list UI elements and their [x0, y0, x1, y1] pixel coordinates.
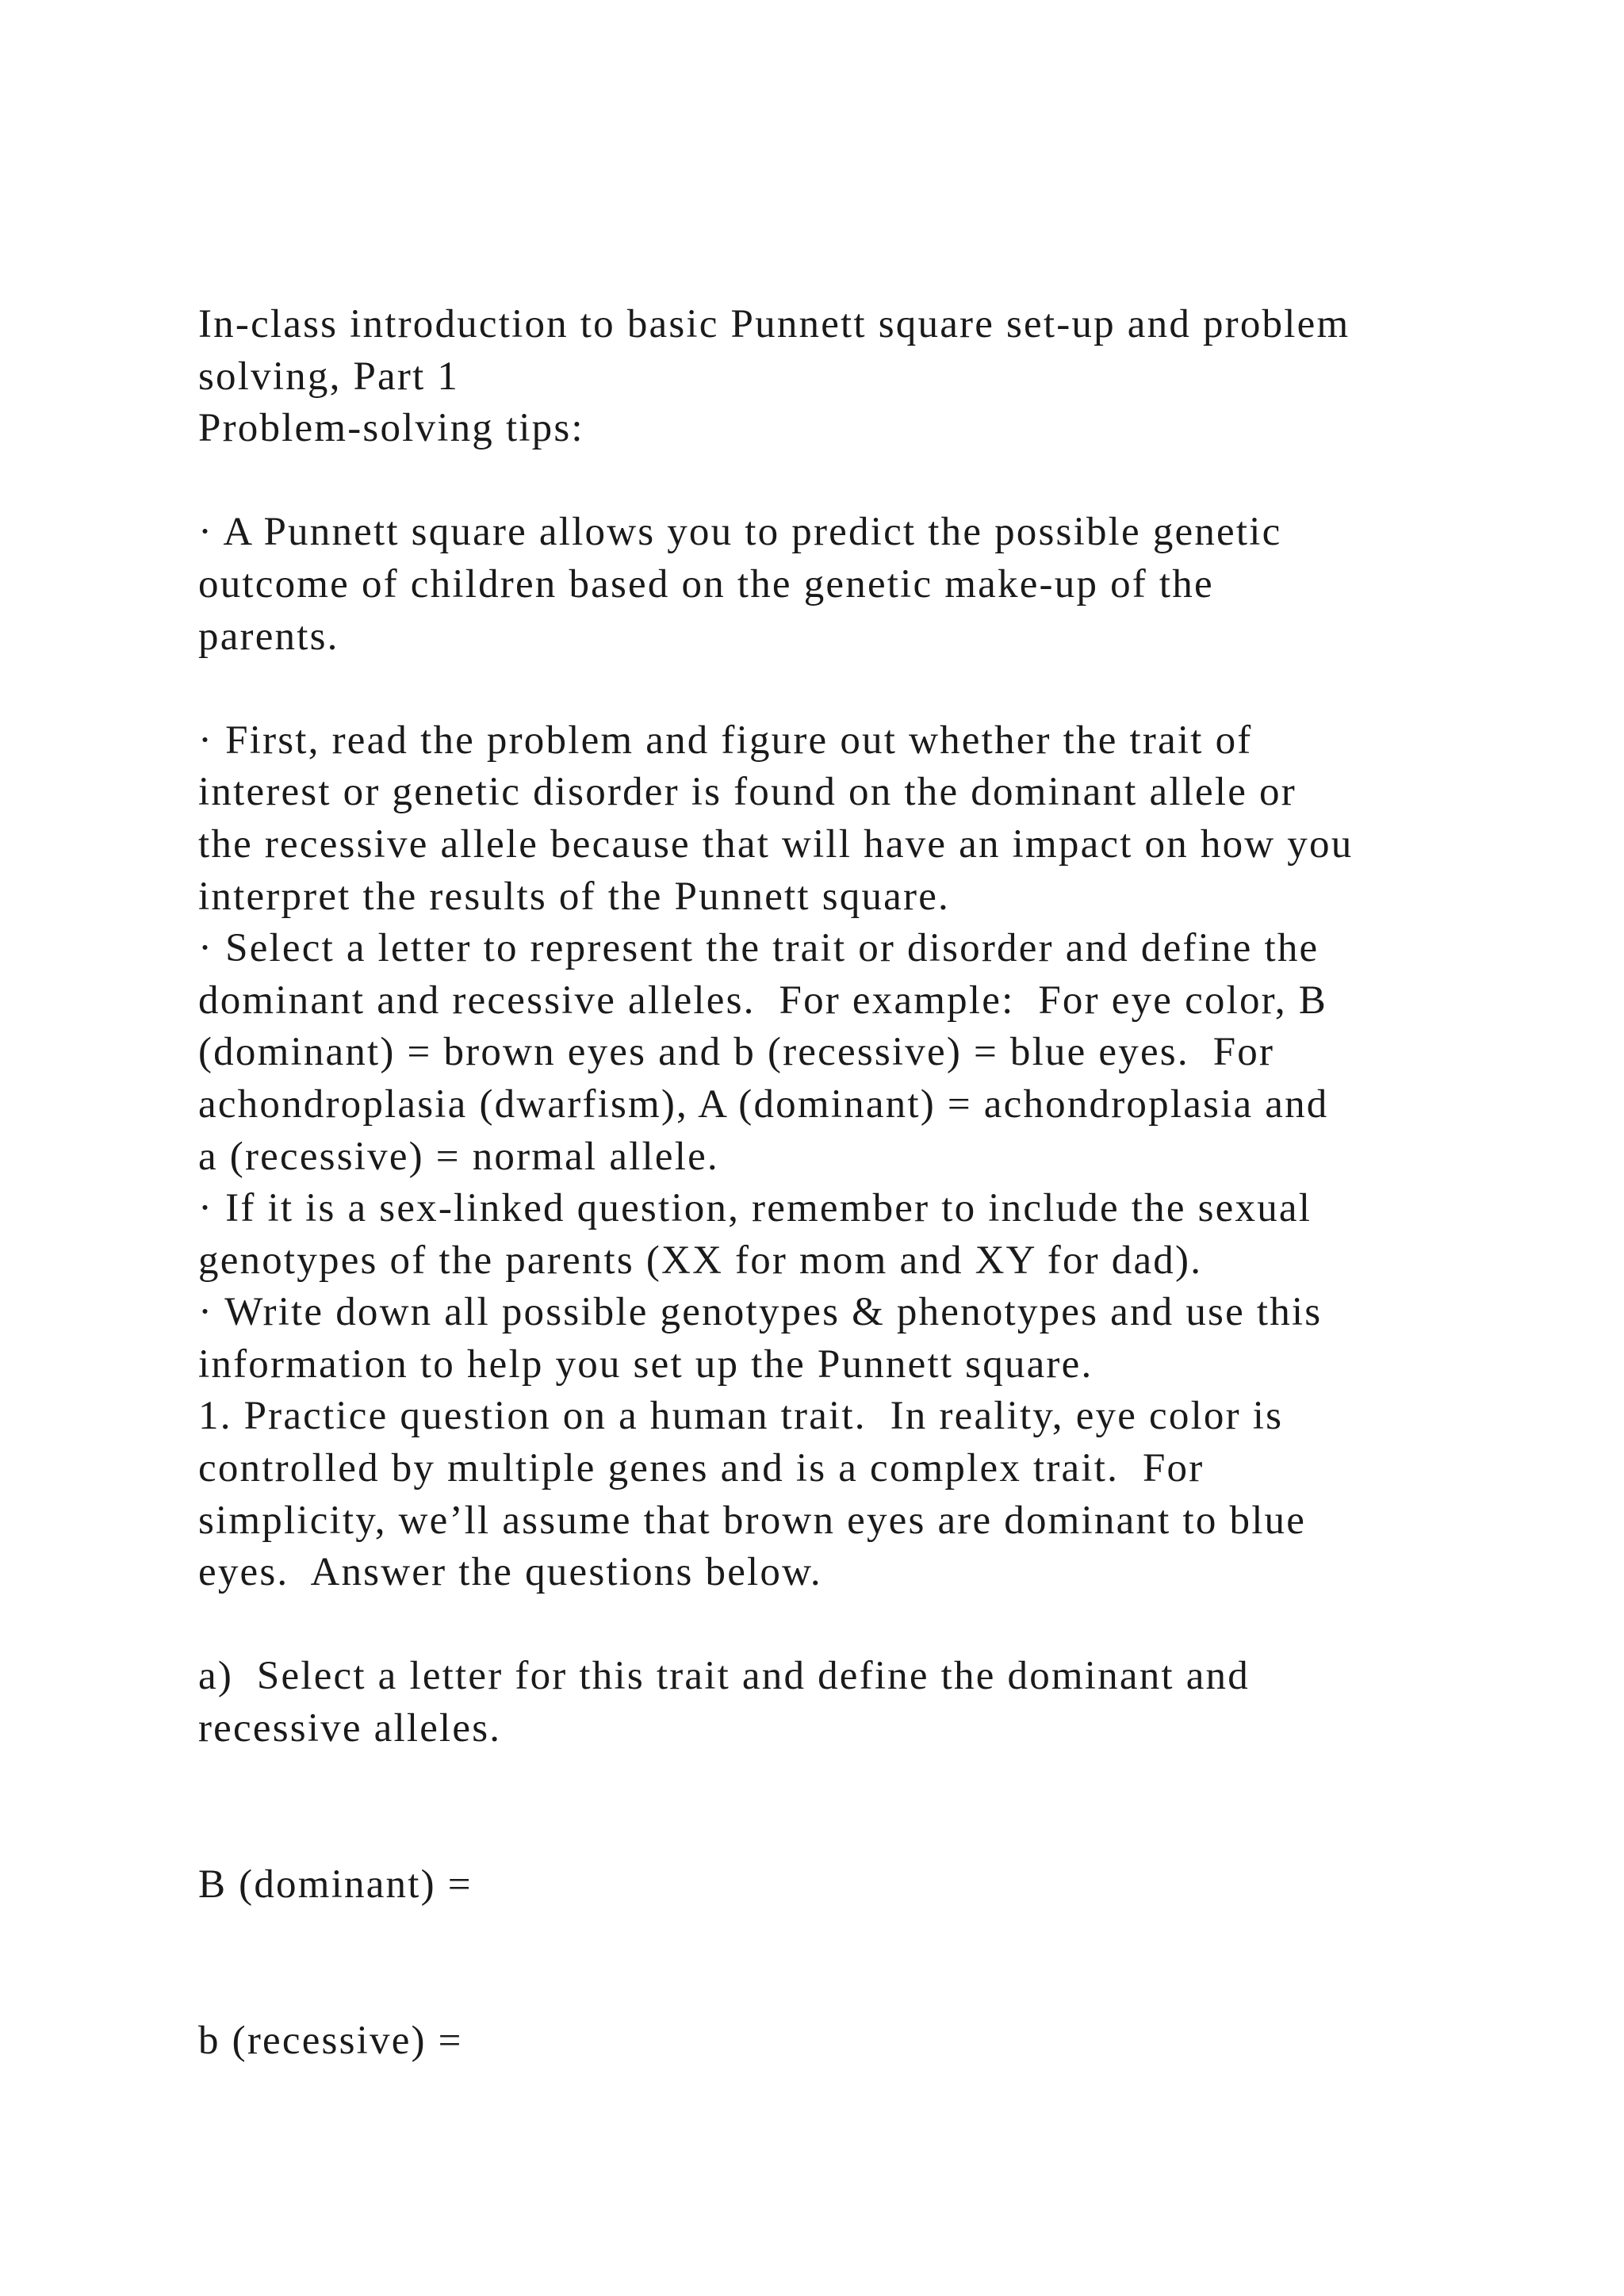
tip-read-line-3: the recessive allele because that will have an impact on how you	[198, 821, 1354, 867]
tip-punnett-line-2: outcome of children based on the genetic make-up of the	[198, 561, 1214, 607]
question-1-line-4: eyes. Answer the questions below.	[198, 1550, 822, 1595]
question-1a-line-2: recessive alleles.	[198, 1706, 502, 1751]
tip-letter-line-5: a (recessive) = normal allele.	[198, 1134, 719, 1179]
tip-sexlinked-line-2: genotypes of the parents (XX for mom and XY for dad).	[198, 1238, 1203, 1283]
tip-read-line-1: · First, read the problem and figure out whether the trait of	[198, 718, 1253, 763]
document-body	[198, 299, 1499, 2067]
blank-space	[198, 1911, 1499, 2015]
tip-genotypes-line-1: · Write down all possible genotypes & phenotypes and use this	[198, 1290, 1323, 1335]
blank-space	[198, 1755, 1499, 1859]
tip-punnett-line-1: · A Punnett square allows you to predict the possible genetic	[198, 510, 1282, 555]
tips-heading: Problem-solving tips:	[198, 406, 584, 451]
blank-line	[198, 455, 1499, 507]
question-1a-line-1: a) Select a letter for this trait and define the dominant and	[198, 1654, 1250, 1699]
question-1-line-3: simplicity, we’ll assume that brown eyes are dominant to blue	[198, 1498, 1307, 1543]
tip-letter-line-2: dominant and recessive alleles. For example: For eye color, B	[198, 978, 1327, 1023]
question-1-line-2: controlled by multiple genes and is a complex trait. For	[198, 1446, 1205, 1491]
tip-genotypes-line-2: information to help you set up the Punnett square.	[198, 1341, 1094, 1387]
tip-letter-line-3: (dominant) = brown eyes and b (recessive) = blue eyes. For	[198, 1030, 1275, 1075]
recessive-allele-answer: b (recessive) =	[198, 2018, 463, 2063]
document-title-line-1: In-class introduction to basic Punnett square set-up and problem	[198, 302, 1350, 346]
tip-sexlinked-line-1: · If it is a sex-linked question, remember to include the sexual	[198, 1186, 1312, 1231]
tip-letter-line-1: · Select a letter to represent the trait or disorder and define the	[198, 926, 1320, 971]
tip-letter-line-4: achondroplasia (dwarfism), A (dominant) = achondroplasia and	[198, 1081, 1329, 1127]
question-1-line-1: 1. Practice question on a human trait. In reality, eye color is	[198, 1394, 1284, 1439]
dominant-allele-answer: B (dominant) =	[198, 1862, 473, 1907]
document-title-line-2: solving, Part 1	[198, 354, 460, 399]
blank-line	[198, 663, 1499, 715]
tip-punnett-line-3: parents.	[198, 614, 339, 659]
tip-read-line-4: interpret the results of the Punnett square.	[198, 874, 950, 919]
blank-line	[198, 1599, 1499, 1651]
tip-read-line-2: interest or genetic disorder is found on the dominant allele or	[198, 770, 1297, 815]
